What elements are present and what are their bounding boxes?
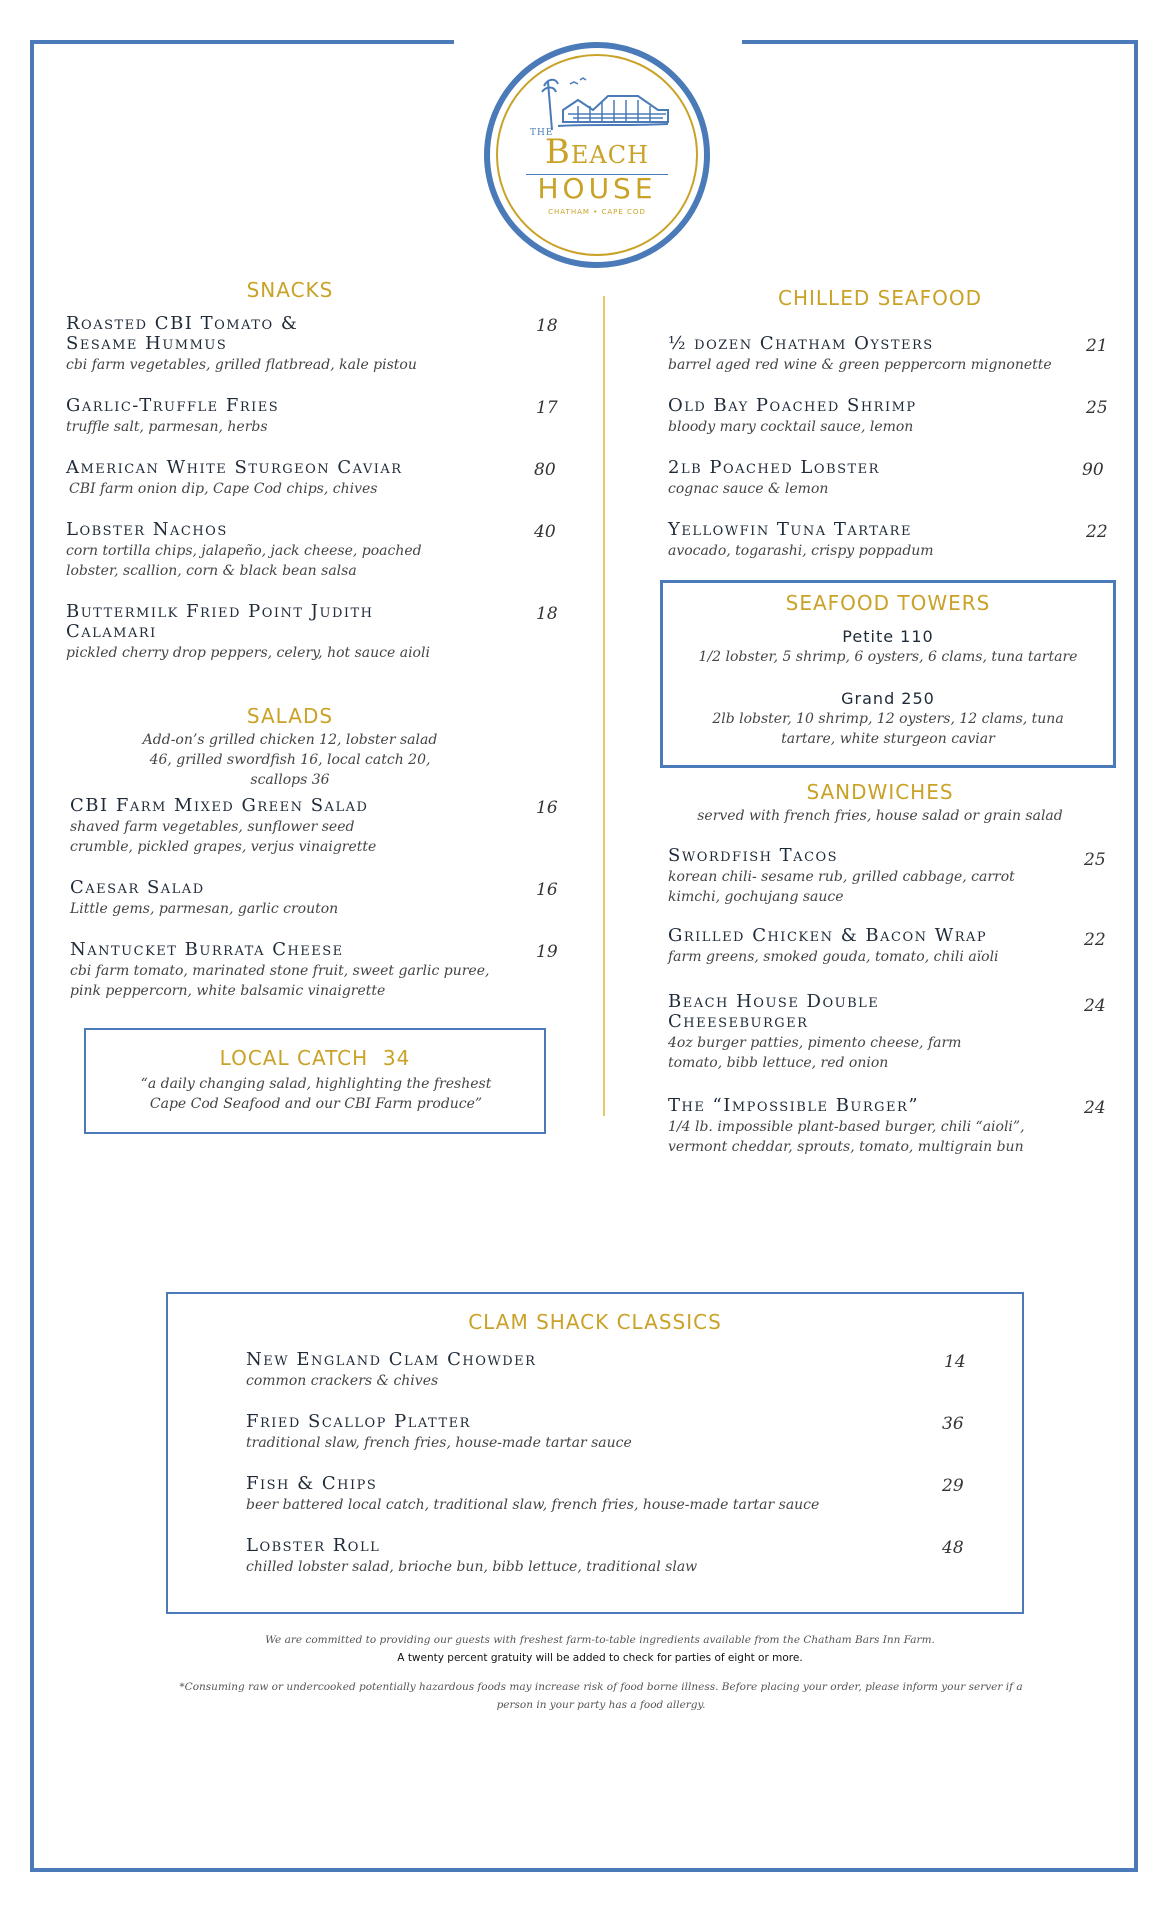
tower-name: Grand 250	[841, 689, 935, 708]
item-desc: 4oz burger patties, pimento cheese, farm tomato, bibb lettuce, red onion	[668, 1035, 962, 1071]
item-name: CBI Farm Mixed Green Salad	[70, 795, 369, 816]
frame-right	[1134, 40, 1138, 1872]
item-name: New England Clam Chowder	[246, 1349, 537, 1370]
item-desc: cbi farm tomato, marinated stone fruit, sweet garlic puree, pink peppercorn, white balsamic vinaigrette	[70, 963, 490, 999]
frame-top-right	[742, 40, 1138, 44]
item-desc: traditional slaw, french fries, house-made tartar sauce	[246, 1435, 632, 1451]
item-price: 90	[1082, 460, 1104, 480]
item-desc: CBI farm onion dip, Cape Cod chips, chives	[69, 481, 378, 497]
item-desc: Little gems, parmesan, garlic crouton	[70, 901, 339, 917]
item-name: Fried Scallop Platter	[246, 1411, 471, 1432]
seafood-towers-title: SEAFOOD TOWERS	[785, 591, 991, 615]
item-name: Garlic-Truffle Fries	[66, 395, 280, 416]
item-desc: beer battered local catch, traditional slaw, french fries, house-made tartar sauce	[246, 1497, 820, 1513]
menu-item	[246, 1536, 886, 1577]
item-desc: avocado, togarashi, crispy poppadum	[668, 543, 934, 559]
item-name: Lobster Roll	[246, 1535, 381, 1556]
item-desc: 1/4 lb. impossible plant-based burger, chili “aioli”, vermont cheddar, sprouts, tomato, multigrain bun	[668, 1119, 1025, 1155]
menu-item	[668, 926, 1068, 967]
item-price: 17	[536, 398, 558, 418]
menu-item	[668, 846, 1068, 907]
item-name: Yellowfin Tuna Tartare	[668, 519, 912, 540]
item-price: 24	[1084, 1098, 1106, 1118]
item-price: 19	[536, 942, 558, 962]
item-desc: common crackers & chives	[246, 1373, 439, 1389]
item-price: 16	[536, 798, 558, 818]
item-name: Old Bay Poached Shrimp	[668, 395, 917, 416]
local-catch-price: 34	[382, 1046, 411, 1070]
clam-shack-title: CLAM SHACK CLASSICS	[468, 1310, 722, 1334]
logo-house: HOUSE	[537, 172, 657, 205]
menu-item	[668, 1096, 1088, 1157]
footer-gratuity: A twenty percent gratuity will be added to check for parties of eight or more.	[397, 1652, 803, 1664]
item-name: Beach House Double Cheeseburger	[668, 991, 880, 1032]
item-name: Caesar Salad	[70, 877, 205, 898]
item-price: 40	[534, 522, 556, 542]
item-desc: cognac sauce & lemon	[668, 481, 829, 497]
item-desc: pickled cherry drop peppers, celery, hot sauce aioli	[66, 645, 430, 661]
item-name: Grilled Chicken & Bacon Wrap	[668, 925, 988, 946]
item-name: ½ dozen Chatham Oysters	[668, 333, 934, 354]
clam-shack-box	[166, 1292, 1024, 1614]
chilled-seafood-title: CHILLED SEAFOOD	[778, 286, 982, 310]
item-desc: chilled lobster salad, brioche bun, bibb lettuce, traditional slaw	[246, 1559, 698, 1575]
item-price: 25	[1084, 850, 1106, 870]
item-name: Roasted CBI Tomato & Sesame Hummus	[66, 313, 299, 354]
item-name: American White Sturgeon Caviar	[66, 457, 403, 478]
item-price: 18	[536, 604, 558, 624]
item-desc: barrel aged red wine & green peppercorn mignonette	[668, 357, 1052, 373]
local-catch-title	[86, 1046, 544, 1070]
footer-commitment: We are committed to providing our guests with freshest farm-to-table ingredients available from the Chatham Bars Inn Farm.	[265, 1634, 935, 1646]
tower-desc: 1/2 lobster, 5 shrimp, 6 oysters, 6 clams, tuna tartare	[698, 649, 1078, 665]
snacks-title: SNACKS	[246, 278, 334, 302]
item-desc: cbi farm vegetables, grilled flatbread, kale pistou	[66, 357, 417, 373]
sandwiches-subtitle: served with french fries, house salad or grain salad	[697, 808, 1063, 824]
footer-warning: *Consuming raw or undercooked potentially hazardous foods may increase risk of food borne illness. Before placing your order, please inform your server if a person in your party has a food allergy.	[179, 1681, 1023, 1711]
frame-left	[30, 40, 34, 1872]
tower-name: Petite 110	[842, 627, 934, 646]
item-desc: farm greens, smoked gouda, tomato, chili aïoli	[668, 949, 999, 965]
menu-item	[66, 602, 486, 663]
frame-top-left	[30, 40, 454, 44]
beach-house-logo	[484, 42, 710, 268]
logo-the: THE	[530, 128, 554, 138]
local-catch-desc: “a daily changing salad, highlighting the freshest Cape Cod Seafood and our CBI Farm produce”	[140, 1076, 492, 1112]
item-price: 16	[536, 880, 558, 900]
menu-item	[66, 458, 486, 499]
item-name: Buttermilk Fried Point Judith Calamari	[66, 601, 374, 642]
seafood-towers-box	[660, 580, 1116, 768]
menu-item	[66, 520, 486, 581]
item-price: 24	[1084, 996, 1106, 1016]
item-name: Fish & Chips	[246, 1473, 378, 1494]
column-divider	[603, 296, 605, 1116]
menu-item	[668, 458, 1068, 499]
item-name: Lobster Nachos	[66, 519, 228, 540]
local-catch-box	[84, 1028, 546, 1134]
tower-desc: 2lb lobster, 10 shrimp, 12 oysters, 12 clams, tuna tartare, white sturgeon caviar	[712, 711, 1064, 747]
frame-bottom	[30, 1868, 1138, 1872]
item-price: 14	[944, 1352, 966, 1372]
item-desc: shaved farm vegetables, sunflower seed crumble, pickled grapes, verjus vinaigrette	[70, 819, 377, 855]
item-price: 18	[536, 316, 558, 336]
menu-item	[668, 396, 1068, 437]
item-price: 36	[942, 1414, 964, 1434]
menu-item	[66, 314, 486, 375]
menu-item	[70, 796, 490, 857]
item-name: Swordfish Tacos	[668, 845, 839, 866]
menu-item	[246, 1412, 886, 1453]
menu-item	[70, 878, 490, 919]
item-name: 2lb Poached Lobster	[668, 457, 880, 478]
item-price: 48	[942, 1538, 964, 1558]
item-price: 80	[534, 460, 556, 480]
item-desc: truffle salt, parmesan, herbs	[66, 419, 268, 435]
menu-item	[668, 992, 1068, 1073]
logo-place: CHATHAM • CAPE COD	[548, 208, 646, 216]
menu-item	[246, 1350, 886, 1391]
menu-item	[668, 520, 1068, 561]
item-price: 29	[942, 1476, 964, 1496]
salads-title: SALADS	[246, 704, 334, 728]
item-desc: bloody mary cocktail sauce, lemon	[668, 419, 914, 435]
menu-item	[246, 1474, 886, 1515]
item-name: The “Impossible Burger”	[668, 1095, 920, 1116]
sandwiches-title: SANDWICHES	[806, 780, 954, 804]
item-price: 22	[1086, 522, 1108, 542]
item-price: 22	[1084, 930, 1106, 950]
item-price: 21	[1086, 336, 1108, 356]
menu-item	[70, 940, 500, 1001]
local-catch-name: LOCAL CATCH	[219, 1046, 369, 1070]
menu-item	[668, 334, 1068, 375]
item-price: 25	[1086, 398, 1108, 418]
item-name: Nantucket Burrata Cheese	[70, 939, 344, 960]
menu-item	[66, 396, 486, 437]
item-desc: corn tortilla chips, jalapeño, jack cheese, poached lobster, scallion, corn & black bean salsa	[66, 543, 422, 579]
salads-addons: Add-on’s grilled chicken 12, lobster salad 46, grilled swordfish 16, local catch 20, scallops 36	[142, 732, 438, 788]
item-desc: korean chili- sesame rub, grilled cabbage, carrot kimchi, gochujang sauce	[668, 869, 1015, 905]
logo-beach: Beach	[544, 132, 650, 172]
